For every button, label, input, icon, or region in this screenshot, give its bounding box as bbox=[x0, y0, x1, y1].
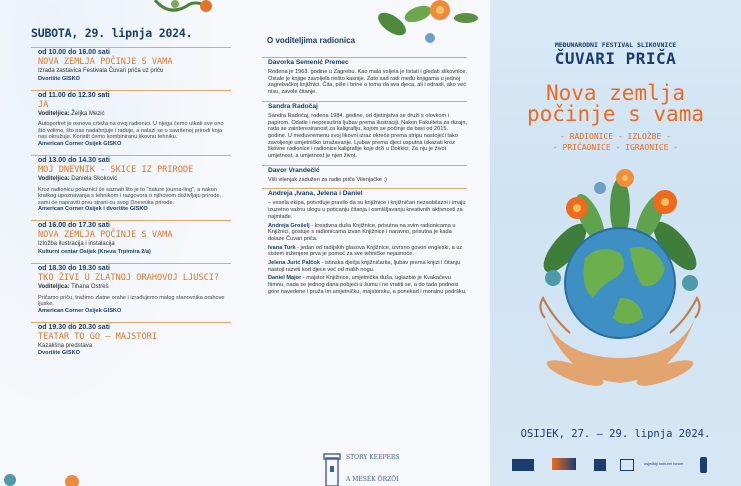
event-description: Kroz radionicu polaznici će saznati što je to "nature journa-ling", a nakon kratkog upoznavanja s tehnikom i razgovora o njihovom doživljaju prirode, sami će napraviti prvu strani-cu svog Dnevnika prirode. bbox=[38, 186, 222, 206]
team-member-name: Daniel Major bbox=[268, 275, 302, 282]
flower-decoration-icon bbox=[150, 0, 220, 22]
event-detail bbox=[31, 111, 231, 119]
flower-decoration-icon bbox=[418, 0, 480, 30]
event-title: NOVA ZEMLJA POČINJE S VAMA bbox=[38, 230, 173, 241]
event-detail bbox=[31, 343, 231, 351]
team-member-text: - kreativna duša Knjižnice, prisutna na svim radionicama u Knjižnici, gostuje s radionicama izvan Knjižnice i naravno, prisutna je kada dolaze Čuvari priča. bbox=[268, 222, 456, 242]
event-detail-label: Voditeljica: bbox=[38, 175, 70, 182]
event-detail bbox=[31, 284, 231, 292]
cover-title-line1: Nova zemlja bbox=[545, 81, 686, 105]
event-detail-text: Željka Mezić bbox=[69, 110, 105, 117]
team-member-name: Andreja Grošelj bbox=[268, 222, 310, 229]
event-title: MOJ DNEVNIK - SKICE IZ PRIRODE bbox=[38, 164, 194, 175]
globe-in-hands-illustration bbox=[525, 158, 715, 408]
event-time: od 13.00 do 14.30 sati bbox=[31, 155, 231, 165]
festival-subtitle: MEĐUNARODNI FESTIVAL SLIKOVNICE bbox=[554, 41, 677, 49]
team-member bbox=[262, 223, 467, 243]
bio-list bbox=[262, 57, 467, 296]
event-venue: Dvorište GISKO bbox=[38, 350, 80, 357]
event-detail-text: Daniela Skoković bbox=[69, 175, 118, 182]
event-title: JA bbox=[38, 99, 49, 110]
gisko-logo bbox=[512, 459, 534, 471]
flower-decoration-icon bbox=[0, 468, 90, 486]
event-list bbox=[31, 47, 231, 361]
facilitators-heading: O voditeljima radionica bbox=[267, 36, 356, 45]
tower-icon bbox=[320, 450, 344, 486]
event-title: TKO ŽIVI U ZLATNOJ ORAHOVOJ LJUSCI? bbox=[38, 272, 220, 283]
event-detail-text: Izložba ilustracija i instalacija bbox=[38, 241, 115, 248]
program-event bbox=[31, 322, 231, 362]
event-time: od 11.00 do 12.30 sati bbox=[31, 90, 231, 100]
sponsor-logos bbox=[508, 456, 728, 476]
event-venue: Kulturni centar Osijek (Kneza Trpimira 2/a) bbox=[38, 248, 151, 255]
event-detail-text: Tihana Ostreš bbox=[69, 283, 109, 290]
facilitator-bio bbox=[262, 101, 467, 160]
kulturni-forum-logo: osječkiji kulturni forum bbox=[644, 461, 684, 466]
event-detail bbox=[31, 176, 231, 184]
event-time: od 16.00 do 17.30 sati bbox=[31, 220, 231, 230]
facilitator-name: Andreja ,Ivana, Jelena i Daniel bbox=[262, 188, 467, 198]
event-time: od 19.30 do 20.30 sati bbox=[31, 322, 231, 332]
event-detail bbox=[31, 241, 231, 249]
facilitator-name: Davor Vrandečić bbox=[262, 165, 467, 175]
program-event bbox=[31, 263, 231, 319]
event-venue: American Corner Osijek i dvorište GISKO bbox=[38, 206, 148, 213]
team-member bbox=[262, 260, 467, 273]
team-member-text: - jedan od radijskih glasova Knjižnice, izvrsno govori engleski, a uz sistem inženjere prva je pomoć za sve tehničke nejasnoće. bbox=[268, 244, 463, 258]
team-member bbox=[262, 245, 467, 258]
facilitator-text: Sandra Radočaj, rođena 1984. godine, od djetinjstva se druži s olovkom i papirom. Odatle i nepresušna ljubav prema ilustraciji. Nakon Fakulteta za dizajn, rada se zainteresiranost za kaligrafiju, kojom se počinje da bavi od 2015. godine. U međuvremenu svoj likovni izraz okreće prema stripu nastojeći tako zavoljenje umjetničko izražavanje. Ljubav prema djeci usputna iskazati kroz likovne radionice i radionice kaligrafije koje drži u Dokkici. Za nju je život umjetnost, a umjetnost je njen život. bbox=[268, 112, 467, 160]
event-time: od 18.30 do 19.30 sati bbox=[31, 263, 231, 273]
grad-osijek-logo bbox=[594, 459, 606, 471]
story-keepers-logo bbox=[312, 450, 437, 486]
festival-dates: OSIJEK, 27. – 29. lipnja 2024. bbox=[520, 428, 711, 440]
event-venue: American Corner Osijek GISKO bbox=[38, 140, 122, 147]
american-corner-logo bbox=[620, 459, 634, 471]
team-member-text: - istinska dječja knjižničarka, ljubav prema knjizi i čitanju nastoji razviti kod djece već od malih nogu. bbox=[268, 260, 461, 273]
program-event bbox=[31, 47, 231, 87]
event-time: od 10.00 do 16.00 sati bbox=[31, 47, 231, 57]
event-title: NOVA ZEMLJA POČINJE S VAMA bbox=[38, 57, 173, 67]
facilitator-bio bbox=[262, 188, 467, 295]
event-detail-text: Kazališna predstava bbox=[38, 342, 93, 349]
program-event bbox=[31, 155, 231, 217]
event-title: TEATAR TO GO – MAJSTORI bbox=[38, 331, 157, 342]
event-detail-text: Izrada zastavica Festivala Čuvari priča uz priču bbox=[38, 68, 164, 74]
cover-title bbox=[490, 83, 741, 125]
festival-name: ČUVARI PRIČA bbox=[554, 49, 677, 68]
event-detail-label: Voditeljica: bbox=[38, 110, 70, 117]
cover-panel bbox=[490, 0, 741, 486]
event-detail bbox=[31, 68, 231, 76]
facilitator-name: Sandra Radočaj bbox=[262, 101, 467, 111]
facilitator-text: Viši vilenjak zadužen za radio priče Vilenjačke :) bbox=[268, 176, 387, 183]
event-detail-label: Voditeljica: bbox=[38, 283, 70, 290]
facilitator-text: Rođena je 1963. godine u Zagrebu. Kao mala voljela je listati i gledati slikovnice. Ostale je knjige zavoljela nešto kasnije. Zato sad radi među knjigama u jednoj zagrebačkoj knjižnici. Čita, piše i brine o toma da sva djeca, ali i odrasli, ako već nisu, zavole čitanje. bbox=[268, 69, 468, 96]
program-column bbox=[31, 26, 231, 364]
cover-title-line2: počinje s vama bbox=[526, 102, 704, 126]
tags-line1: - RADIONICE - IZLOŽBE - bbox=[560, 132, 671, 141]
facilitator-name: Davorka Semenić Premec bbox=[262, 57, 467, 67]
program-event bbox=[31, 90, 231, 152]
knjiga-logo bbox=[552, 458, 576, 470]
day-title: SUBOTA, 29. lipnja 2024. bbox=[31, 26, 193, 40]
event-venue: Dvorište GISKO bbox=[38, 75, 80, 82]
activity-tags bbox=[490, 131, 741, 153]
event-description: Pričamo priču, tražimo zlatne orahe i izrađujemo malog stanovnika orahove ljuske. bbox=[38, 294, 225, 308]
event-venue: American Corner Osijek GISKO bbox=[38, 307, 122, 314]
story-keepers-hungarian: A MESÉK ŐRZŐI bbox=[346, 476, 399, 483]
kvakac-logo bbox=[700, 457, 707, 473]
facilitators-column bbox=[262, 36, 467, 296]
team-member-name: Jelena Jurić Palčok bbox=[268, 260, 320, 267]
team-member-name: Ivana Turk bbox=[268, 244, 296, 251]
facilitator-text: – vesela ekipa, potvrđuje pravilo da su knjižnice i knjižničari nezaobilazni i imaju izuzetno važnu ulogu u poticanju čitanja i osmišljavanju kreativnih aktivnosti za najmlađe. bbox=[268, 200, 466, 220]
facilitator-bio bbox=[262, 57, 467, 96]
story-keepers-name: STORY KEEPERS bbox=[346, 454, 400, 461]
tags-line2: - PRIČAONICE - IGRAONICE - bbox=[552, 143, 679, 152]
team-member bbox=[262, 275, 467, 295]
event-description: Autoportret je osnova crteža na ovoj radionici. U njega ćemo utkati sve ono što volimo, što nas nadahnjuje i raduje, a nalazi se u savršenoj prirodi koja nas okružuje. Koristit ćemo kombiniranu likovnu tehniku. bbox=[38, 121, 224, 141]
program-event bbox=[31, 220, 231, 260]
facilitator-bio bbox=[262, 165, 467, 184]
team-member-text: - majstor Knjižnice, umjetnička duša, uglazbio je Kvakačevu himnu, nada se jednog dana pobjeći u šumu i ne vratiti se, a do tada podnosi gore navedene i pruža im umjetničku, majstorsku, a ponekad i moralnu podršku. bbox=[268, 275, 467, 295]
